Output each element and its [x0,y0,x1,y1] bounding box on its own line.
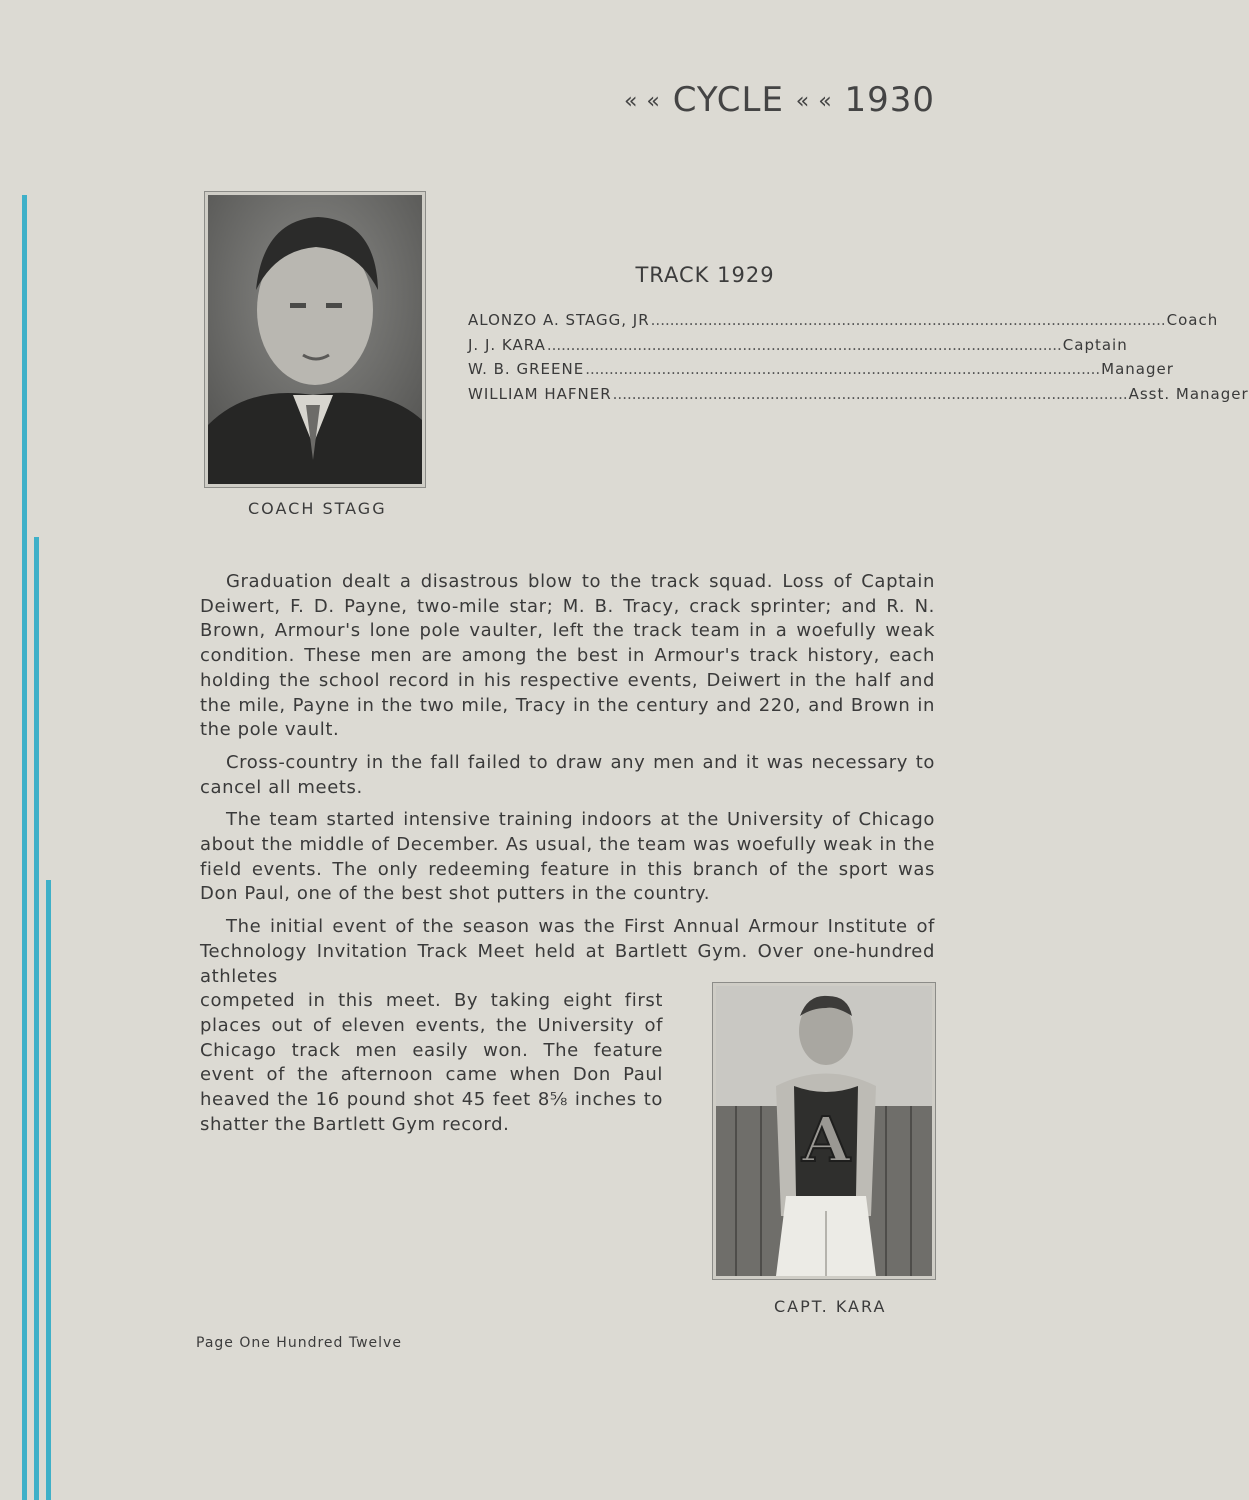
paragraph-4-part-1: The initial event of the season was the First Annual Armour Institute of Technology Invitation Track Meet held at Bartlett Gym. Over one-hundred athletes [200,916,935,987]
paragraph-4-part-2: competed in this meet. By taking eight first places out of eleven events, the University of Chicago track men easily won. The feature event of the afternoon came when Don Paul heaved the 16 pound shot 45 feet 8⅝ inches to shatter the Bartlett Gym record. [200,990,663,1135]
coach-photo-caption: COACH STAGG [248,499,387,518]
leader-dots: ............................................................................................................ [650,311,1166,329]
header-year: 1930 [844,80,935,120]
roster-row [468,333,1128,358]
roster-name: ALONZO A. STAGG, JR [468,311,650,329]
roster-role: Manager [1101,360,1174,378]
captain-portrait-image [716,986,932,1276]
paragraph-3: The team started intensive training indoors at the University of Chicago about the middle of December. As usual, the team was woefully weak in the field events. The only redeeming feature in this branch of the sport was Don Paul, one of the best shot putters in the country. [200,809,935,905]
header-chevrons-left: « « [623,89,661,114]
captain-photo [712,982,936,1280]
roster-role: Coach [1166,311,1219,329]
page-header [624,80,935,120]
svg-text:A: A [801,1103,851,1176]
page-number: Page One Hundred Twelve [196,1335,402,1351]
roster-name: WILLIAM HAFNER [468,384,612,403]
paragraph-2: Cross-country in the fall failed to draw any men and it was necessary to cancel all meets. [200,751,935,798]
roster-list [468,308,1249,406]
roster-role: Asst. Manager [1128,384,1249,403]
captain-photo-caption: CAPT. KARA [774,1297,887,1316]
roster-row [468,308,1219,333]
accent-bar-2 [34,537,39,1500]
roster-row [468,382,1249,407]
coach-photo [204,191,426,488]
leader-dots: ............................................................................................................ [546,335,1062,354]
header-title: CYCLE [672,80,784,120]
section-title: TRACK 1929 [635,263,775,287]
leader-dots: ............................................................................................................ [612,384,1128,403]
roster-name: W. B. GREENE [468,360,585,378]
accent-bar-1 [22,195,27,1500]
roster-name: J. J. KARA [468,335,546,354]
accent-bar-3 [46,880,51,1500]
leader-dots: ............................................................................................................ [585,360,1101,378]
roster-row [468,357,1174,382]
roster-role: Captain [1062,335,1128,354]
paragraph-1: Graduation dealt a disastrous blow to the track squad. Loss of Captain Deiwert, F. D. Payne, two-mile star; M. B. Tracy, crack sprinter; and R. N. Brown, Armour's lone pole vaulter, left the track team in a woefully weak condition. These men are among the best in Armour's track history, each holding the school record in his respective events, Deiwert in the half and the mile, Payne in the two mile, Tracy in the century and 220, and Brown in the pole vault. [200,571,935,741]
coach-portrait-image [208,195,422,484]
header-chevrons-mid: « « [795,89,833,114]
